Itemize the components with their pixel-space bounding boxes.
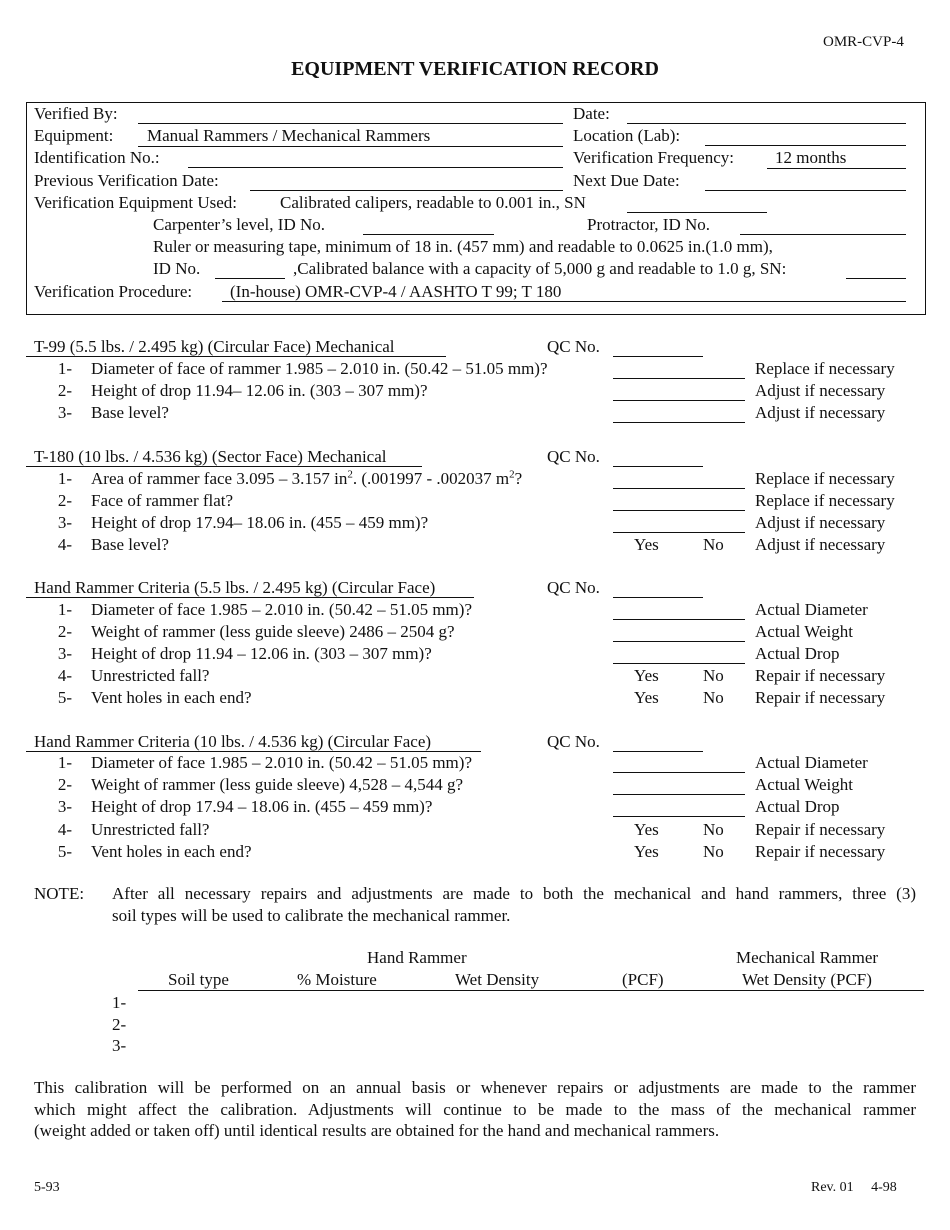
- hand10-item1-action: Actual Diameter: [755, 753, 868, 772]
- t99-item1-text: Diameter of face of rammer 1.985 – 2.010 in. (50.42 – 51.05 mm)?: [91, 359, 548, 378]
- procedure-underline: [222, 301, 906, 302]
- hand55-item5-yes[interactable]: Yes: [634, 688, 659, 707]
- closing-line-1: This calibration will be performed on an annual basis or whenever repairs or adjustments are made to the rammer: [34, 1078, 916, 1097]
- closing-line-3: (weight added or taken off) until identical results are obtained for the hand and mechanical rammers.: [34, 1121, 720, 1140]
- table-col-pcf: (PCF): [622, 970, 664, 989]
- protractor-id-field[interactable]: [740, 218, 906, 235]
- hand55-item4-text: Unrestricted fall?: [91, 666, 210, 685]
- t99-qc-field[interactable]: [613, 340, 703, 357]
- note-line-2: soil types will be used to calibrate the mechanical rammer.: [112, 906, 511, 925]
- hand10-item3-num: 3-: [57, 797, 72, 816]
- verified-by-label: Verified By:: [34, 104, 118, 123]
- t180-title-underline: [26, 466, 422, 467]
- hand55-item4-num: 4-: [57, 666, 72, 685]
- prev-date-label: Previous Verification Date:: [34, 171, 219, 190]
- t99-title-underline: [26, 356, 446, 357]
- hand10-item2-text: Weight of rammer (less guide sleeve) 4,528 – 4,544 g?: [91, 775, 464, 794]
- t180-item1-action: Replace if necessary: [755, 469, 895, 488]
- t99-item3-field[interactable]: [613, 406, 745, 423]
- table-col-soil: Soil type: [168, 970, 229, 989]
- t99-item3-num: 3-: [57, 403, 72, 422]
- t180-item2-num: 2-: [57, 491, 72, 510]
- hand10-item2-field[interactable]: [613, 778, 745, 795]
- footer-left: 5-93: [34, 1180, 60, 1195]
- hand55-item4-yes[interactable]: Yes: [634, 666, 659, 685]
- frequency-underline: [767, 168, 906, 169]
- t99-item2-action: Adjust if necessary: [755, 381, 886, 400]
- equip-used-label: Verification Equipment Used:: [34, 193, 238, 212]
- id-no-label: Identification No.:: [34, 148, 160, 167]
- t99-item2-num: 2-: [57, 381, 72, 400]
- hand10-item4-text: Unrestricted fall?: [91, 820, 210, 839]
- hand10-title: Hand Rammer Criteria (10 lbs. / 4.536 kg) (Circular Face): [34, 732, 432, 751]
- note-label: NOTE:: [34, 884, 85, 903]
- t180-item1-field[interactable]: [613, 472, 745, 489]
- hand55-item1-text: Diameter of face 1.985 – 2.010 in. (50.42 – 51.05 mm)?: [91, 600, 472, 619]
- calipers-sn-field[interactable]: [627, 196, 767, 213]
- t180-item4-no[interactable]: No: [703, 535, 724, 554]
- date-label: Date:: [573, 104, 610, 123]
- hand55-item2-text: Weight of rammer (less guide sleeve) 2486 – 2504 g?: [91, 622, 455, 641]
- t99-item2-field[interactable]: [613, 384, 745, 401]
- page-title: EQUIPMENT VERIFICATION RECORD: [291, 58, 659, 80]
- t180-item2-field[interactable]: [613, 494, 745, 511]
- calipers-text: Calibrated calipers, readable to 0.001 in., SN: [280, 193, 586, 212]
- t99-item3-text: Base level?: [91, 403, 169, 422]
- next-due-field[interactable]: [705, 174, 906, 191]
- hand55-item1-num: 1-: [57, 600, 72, 619]
- hand55-item2-field[interactable]: [613, 625, 745, 642]
- hand55-item4-no[interactable]: No: [703, 666, 724, 685]
- equipment-value: Manual Rammers / Mechanical Rammers: [147, 126, 431, 145]
- form-code: OMR-CVP-4: [823, 34, 904, 50]
- hand55-qc-label: QC No.: [547, 578, 600, 597]
- hand55-item1-action: Actual Diameter: [755, 600, 868, 619]
- hand10-item3-action: Actual Drop: [755, 797, 840, 816]
- hand55-item2-action: Actual Weight: [755, 622, 853, 641]
- t180-item4-yes[interactable]: Yes: [634, 535, 659, 554]
- note-line-1: After all necessary repairs and adjustments are made to both the mechanical and hand rammers, three (3): [112, 884, 916, 903]
- table-header-rule: [138, 990, 924, 991]
- idno-text: ID No.: [153, 259, 201, 278]
- t180-item1-text: Area of rammer face 3.095 – 3.157 $in^2$. (.001997 - .002037 $m^2$?: [91, 468, 523, 488]
- t180-item3-text: Height of drop 17.94– 18.06 in. (455 – 459 mm)?: [91, 513, 429, 532]
- table-col-mech: Wet Density (PCF): [742, 970, 872, 989]
- hand10-item5-text: Vent holes in each end?: [91, 842, 252, 861]
- table-row-2-num: 2-: [112, 1015, 127, 1034]
- hand10-item4-yes[interactable]: Yes: [634, 820, 659, 839]
- t180-qc-field[interactable]: [613, 450, 703, 467]
- table-group-hand: Hand Rammer: [367, 948, 467, 967]
- hand55-item1-field[interactable]: [613, 603, 745, 620]
- hand10-title-underline: [26, 751, 481, 752]
- hand55-item3-text: Height of drop 11.94 – 12.06 in. (303 – 307 mm)?: [91, 644, 432, 663]
- t180-item4-action: Adjust if necessary: [755, 535, 886, 554]
- t99-item3-action: Adjust if necessary: [755, 403, 886, 422]
- balance-text: ,Calibrated balance with a capacity of 5,000 g and readable to 1.0 g, SN:: [293, 259, 787, 278]
- hand10-item1-field[interactable]: [613, 756, 745, 773]
- t99-qc-label: QC No.: [547, 337, 600, 356]
- closing-line-2: which might affect the calibration. Adjustments will continue to be made to the mass of the mechanical rammer: [34, 1100, 916, 1119]
- hand55-item5-action: Repair if necessary: [755, 688, 886, 707]
- ruler-id-field[interactable]: [215, 262, 285, 279]
- hand10-item3-text: Height of drop 17.94 – 18.06 in. (455 – 459 mm)?: [91, 797, 433, 816]
- procedure-label: Verification Procedure:: [34, 282, 193, 301]
- protractor-text: Protractor, ID No.: [587, 215, 711, 234]
- hand10-item1-num: 1-: [57, 753, 72, 772]
- t180-title: T-180 (10 lbs. / 4.536 kg) (Sector Face) Mechanical: [34, 447, 387, 466]
- hand55-item5-text: Vent holes in each end?: [91, 688, 252, 707]
- hand55-item5-num: 5-: [57, 688, 72, 707]
- hand10-qc-field[interactable]: [613, 735, 703, 752]
- table-row-3-num: 3-: [112, 1036, 127, 1055]
- footer-right: Rev. 01 4-98: [811, 1180, 897, 1195]
- balance-sn-field[interactable]: [846, 262, 906, 279]
- hand10-item2-num: 2-: [57, 775, 72, 794]
- hand10-qc-label: QC No.: [547, 732, 600, 751]
- t180-item4-text: Base level?: [91, 535, 169, 554]
- hand10-item1-text: Diameter of face 1.985 – 2.010 in. (50.42 – 51.05 mm)?: [91, 753, 472, 772]
- table-group-mech: Mechanical Rammer: [736, 948, 879, 967]
- frequency-label: Verification Frequency:: [573, 148, 734, 167]
- hand10-item5-no[interactable]: No: [703, 842, 724, 861]
- hand55-title-underline: [26, 597, 474, 598]
- procedure-value: (In-house) OMR-CVP-4 / AASHTO T 99; T 180: [230, 282, 562, 301]
- carpenter-id-field[interactable]: [363, 218, 494, 235]
- t99-item1-field[interactable]: [613, 362, 745, 379]
- t180-item4-num: 4-: [57, 535, 72, 554]
- verified-by-field[interactable]: [138, 107, 563, 124]
- date-field[interactable]: [627, 107, 906, 124]
- t99-title: T-99 (5.5 lbs. / 2.495 kg) (Circular Face) Mechanical: [34, 337, 395, 356]
- prev-date-field[interactable]: [250, 174, 563, 191]
- t99-item2-text: Height of drop 11.94– 12.06 in. (303 – 307 mm)?: [91, 381, 428, 400]
- t99-item1-action: Replace if necessary: [755, 359, 895, 378]
- hand55-item2-num: 2-: [57, 622, 72, 641]
- hand55-title: Hand Rammer Criteria (5.5 lbs. / 2.495 kg) (Circular Face): [34, 578, 436, 597]
- ruler-text: Ruler or measuring tape, minimum of 18 in. (457 mm) and readable to 0.0625 in.(1.0 mm),: [153, 237, 773, 256]
- hand10-item3-field[interactable]: [613, 800, 745, 817]
- t180-item3-field[interactable]: [613, 516, 745, 533]
- next-due-label: Next Due Date:: [573, 171, 680, 190]
- hand10-item4-action: Repair if necessary: [755, 820, 886, 839]
- hand10-item2-action: Actual Weight: [755, 775, 853, 794]
- hand10-item5-num: 5-: [57, 842, 72, 861]
- t180-item3-action: Adjust if necessary: [755, 513, 886, 532]
- id-no-field[interactable]: [188, 151, 563, 168]
- hand55-item3-action: Actual Drop: [755, 644, 840, 663]
- t180-item1-num: 1-: [57, 469, 72, 488]
- hand10-item5-yes[interactable]: Yes: [634, 842, 659, 861]
- table-row-1-num: 1-: [112, 993, 127, 1012]
- equipment-label: Equipment:: [34, 126, 114, 145]
- table-col-wet: Wet Density: [455, 970, 540, 989]
- t180-item3-num: 3-: [57, 513, 72, 532]
- hand55-qc-field[interactable]: [613, 581, 703, 598]
- hand10-item4-no[interactable]: No: [703, 820, 724, 839]
- equipment-underline: [138, 146, 563, 147]
- t180-qc-label: QC No.: [547, 447, 600, 466]
- t180-item2-action: Replace if necessary: [755, 491, 895, 510]
- location-field[interactable]: [705, 129, 906, 146]
- hand55-item3-num: 3-: [57, 644, 72, 663]
- hand55-item4-action: Repair if necessary: [755, 666, 886, 685]
- table-col-moisture: % Moisture: [297, 970, 377, 989]
- hand55-item3-field[interactable]: [613, 647, 745, 664]
- carpenter-text: Carpenter’s level, ID No.: [153, 215, 325, 234]
- t99-item1-num: 1-: [57, 359, 72, 378]
- frequency-value: 12 months: [775, 148, 847, 167]
- hand10-item5-action: Repair if necessary: [755, 842, 886, 861]
- location-label: Location (Lab):: [573, 126, 681, 145]
- t180-item2-text: Face of rammer flat?: [91, 491, 234, 510]
- hand55-item5-no[interactable]: No: [703, 688, 724, 707]
- hand10-item4-num: 4-: [57, 820, 72, 839]
